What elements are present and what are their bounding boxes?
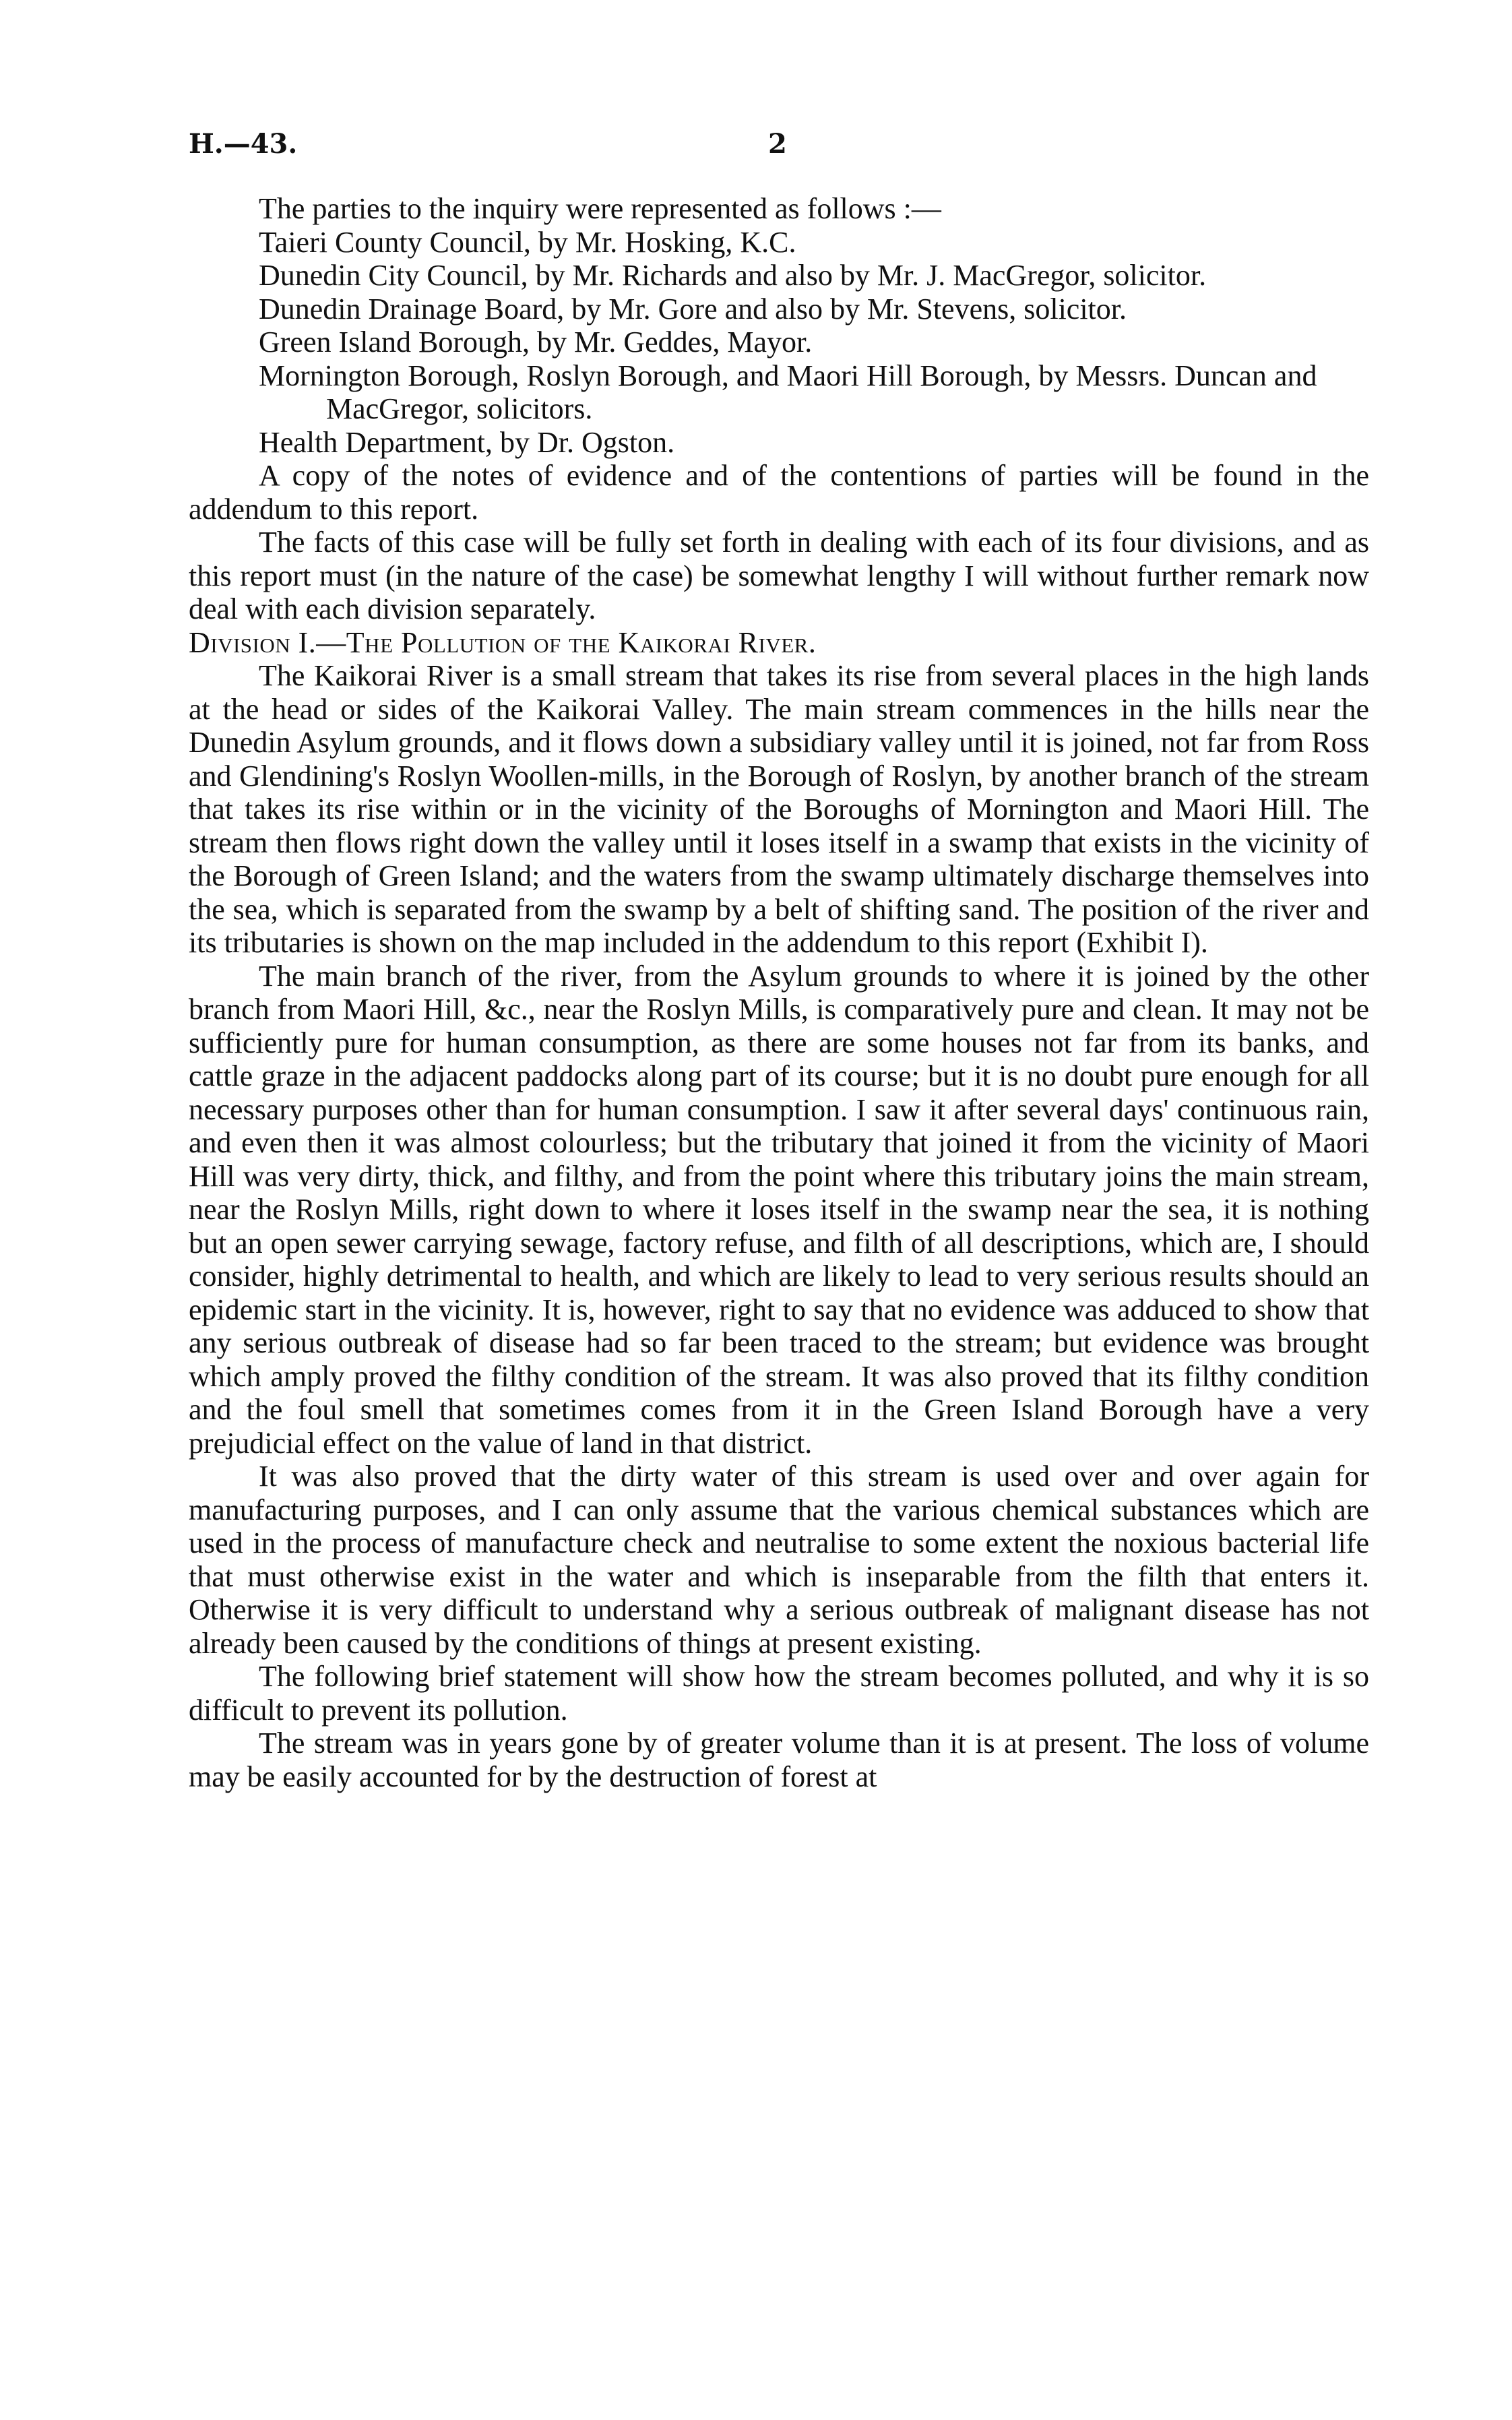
body-text: [189, 192, 1369, 1793]
page-header: [189, 128, 1375, 168]
division-heading: Division I.—The Pollution of the Kaikorai River.: [189, 625, 817, 659]
paragraph: The following brief statement will show how the stream becomes polluted, and why it is so difficult to prevent its pollution.: [189, 1660, 1369, 1727]
party-item: Green Island Borough, by Mr. Geddes, Mayor.: [259, 325, 813, 359]
party-item: Dunedin City Council, by Mr. Richards and also by Mr. J. MacGregor, solicitor.: [259, 259, 1207, 292]
paragraph: It was also proved that the dirty water of this stream is used over and over again for manufacturing purposes, and I can only assume that the various chemical substances which are used in the process of manufacture check and neutralise to some extent the noxious bacterial life that must otherwise exist in the water and which is inseparable from the filth that enters it. Otherwise it is very difficult to understand why a serious outbreak of malignant disease has not already been caused by the conditions of things at present existing.: [189, 1460, 1369, 1660]
paragraph: The Kaikorai River is a small stream that takes its rise from several places in the high lands at the head or sides of the Kaikorai Valley. The main stream commences in the hills near the Dunedin Asylum grounds, and it flows down a subsidiary valley until it is joined, not far from Ross and Glendining's Roslyn Woollen-mills, in the Borough of Roslyn, by another branch of the stream that takes its rise within or in the vicinity of the Boroughs of Mornington and Maori Hill. The stream then flows right down the valley until it loses itself in a swamp that exists in the vicinity of the Borough of Green Island; and the waters from the swamp ultimately discharge themselves into the sea, which is separated from the swamp by a belt of shifting sand. The position of the river and its tributaries is shown on the map included in the addendum to this report (Exhibit I).: [189, 659, 1369, 959]
party-item: Taieri County Council, by Mr. Hosking, K.C.: [259, 225, 796, 259]
paragraph: A copy of the notes of evidence and of the contentions of parties will be found in the addendum to this report.: [189, 459, 1369, 526]
parties-list: [189, 226, 1369, 460]
paragraph: The stream was in years gone by of greater volume than it is at present. The loss of volume may be easily accounted for by the destruction of forest at: [189, 1727, 1369, 1793]
document-reference: H.—43.: [189, 128, 298, 160]
intro-paragraph: The parties to the inquiry were represented as follows :—: [259, 192, 941, 225]
party-item: Dunedin Drainage Board, by Mr. Gore and also by Mr. Stevens, solicitor.: [259, 292, 1127, 325]
party-item: Health Department, by Dr. Ogston.: [259, 425, 675, 459]
paragraph: The main branch of the river, from the Asylum grounds to where it is joined by the other branch from Maori Hill, &c., near the Roslyn Mills, is comparatively pure and clean. It may not be sufficiently pure for human consumption, as there are some houses not far from its banks, and cattle graze in the adjacent paddocks along part of its course; but it is no doubt pure enough for all necessary purposes other than for human consumption. I saw it after several days' continuous rain, and even then it was almost colourless; but the tributary that joined it from the vicinity of Maori Hill was very dirty, thick, and filthy, and from the point where this tributary joins the main stream, near the Roslyn Mills, right down to where it loses itself in the swamp near the sea, it is nothing but an open sewer carrying sewage, factory refuse, and filth of all descriptions, which are, I should consider, highly detrimental to health, and which are likely to lead to very serious results should an epidemic start in the vicinity. It is, however, right to say that no evidence was adduced to show that any serious outbreak of disease had so far been traced to the stream; but evidence was brought which amply proved the filthy condition of the stream. It was also proved that its filthy condition and the foul smell that sometimes comes from it in the Green Island Borough have a very prejudicial effect on the value of land in that district.: [189, 959, 1369, 1460]
party-item: Mornington Borough, Roslyn Borough, and Maori Hill Borough, by Messrs. Duncan and MacGregor, solicitors.: [259, 359, 1317, 425]
page-number: 2: [768, 128, 787, 160]
paragraph: The facts of this case will be fully set forth in dealing with each of its four divisions, and as this report must (in the nature of the case) be somewhat lengthy I will without further remark now deal with each division separately.: [189, 526, 1369, 625]
